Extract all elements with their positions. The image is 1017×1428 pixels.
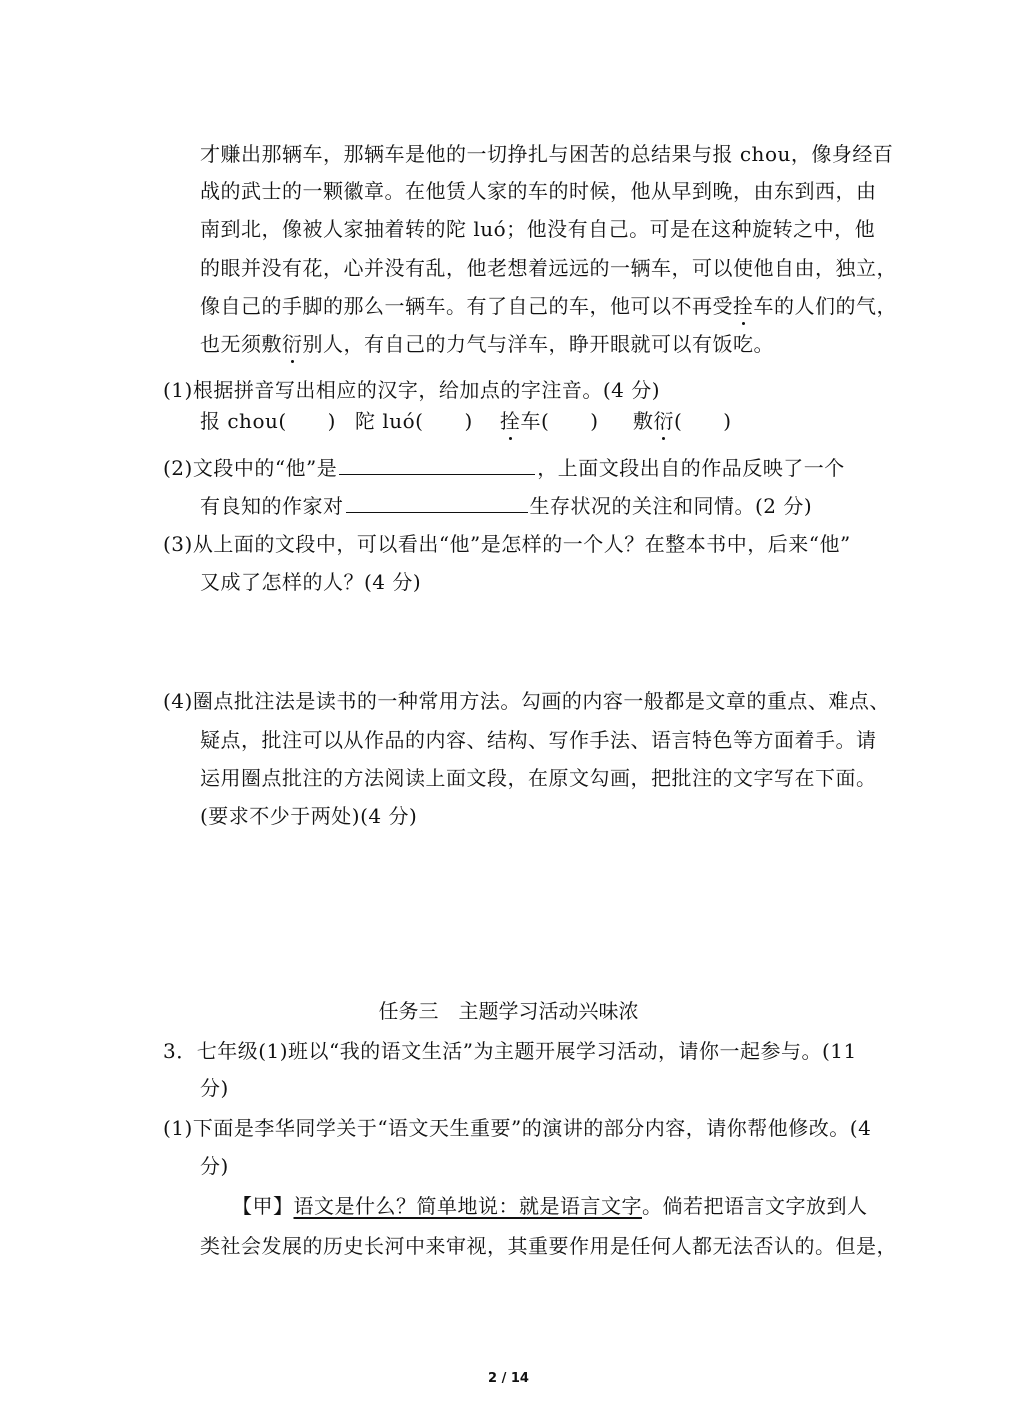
passage-line-6 — [200, 330, 774, 358]
question-2-line-2 — [200, 490, 812, 520]
question-4-line-3: 运用圈点批注的方法阅读上面文段，在原文勾画，把批注的文字写在下面。 — [200, 766, 877, 790]
question-2-a: (2)文段中的“他”是 — [163, 456, 338, 480]
item-bao-chou: 报 chou( ) — [200, 409, 336, 433]
paragraph-jia-line-2: 类社会发展的历史长河中来审视，其重要作用是任何人都无法否认的。但是， — [200, 1234, 897, 1258]
subquestion-1-line-2: 分) — [200, 1154, 229, 1178]
question-4-line-4: (要求不少于两处)(4 分) — [200, 804, 418, 828]
page-number: 2 / 14 — [488, 1371, 529, 1386]
question-main-3-line-1: 3．七年级(1)班以“我的语文生活”为主题开展学习活动，请你一起参与。(11 — [163, 1039, 857, 1063]
dotted-char: 拴 — [500, 409, 521, 433]
question-1: (1)根据拼音写出相应的汉字，给加点的字注音。(4 分) — [163, 378, 661, 402]
passage-line-1: 才赚出那辆车，那辆车是他的一切挣扎与困苦的总结果与报 chou，像身经百 — [200, 142, 894, 166]
question-2-d: 生存状况的关注和同情。(2 分) — [529, 494, 813, 518]
passage-line-6-b: 别人，有自己的力气与洋车，睁开眼就可以有饭吃。 — [302, 332, 774, 356]
jia-rest: 。倘若把语言文字放到人 — [642, 1194, 868, 1218]
answer-blank-1[interactable] — [339, 452, 535, 475]
dotted-char: 衍 — [282, 332, 303, 356]
passage-line-5-a: 像自己的手脚的那么一辆车。有了自己的车，他可以不再受 — [200, 294, 733, 318]
answer-blank-2[interactable] — [346, 490, 528, 513]
question-3-line-1: (3)从上面的文段中，可以看出“他”是怎样的一个人？在整本书中，后来“他” — [163, 532, 851, 556]
question-4-line-1: (4)圈点批注法是读书的一种常用方法。勾画的内容一般都是文章的重点、难点、 — [163, 689, 890, 713]
paragraph-jia-line-1 — [232, 1192, 868, 1220]
question-2-b: ，上面文段出自的作品反映了一个 — [537, 456, 845, 480]
passage-line-6-a: 也无须敷 — [200, 332, 282, 356]
question-3-line-2: 又成了怎样的人？(4 分) — [200, 570, 422, 594]
jia-underlined-sentence: 语文是什么？简单地说：就是语言文字 — [293, 1194, 642, 1218]
item-fu: 敷 — [633, 409, 654, 433]
passage-line-5-b: 车的人们的气， — [753, 294, 897, 318]
passage-line-2: 战的武士的一颗徽章。在他赁人家的车的时候，他从早到晚，由东到西，由 — [200, 179, 877, 203]
subquestion-1-line-1: (1)下面是李华同学关于“语文天生重要”的演讲的部分内容，请你帮他修改。(4 — [163, 1116, 872, 1140]
item-fu-rest: ( ) — [674, 409, 732, 433]
passage-line-4: 的眼并没有花，心并没有乱，他老想着远远的一辆车，可以使他自由，独立， — [200, 256, 897, 280]
jia-label: 【甲】 — [232, 1194, 294, 1218]
item-shuan-che — [500, 407, 599, 435]
question-2-line-1 — [163, 452, 845, 482]
question-4-line-2: 疑点，批注可以从作品的内容、结构、写作手法、语言特色等方面着手。请 — [200, 728, 877, 752]
item-fu-yan — [633, 407, 732, 435]
dotted-char: 衍 — [653, 409, 674, 433]
dotted-char: 拴 — [733, 294, 754, 318]
item-shuan-rest: 车( ) — [520, 409, 599, 433]
item-tuo-luo: 陀 luó( ) — [355, 409, 473, 433]
question-2-c: 有良知的作家对 — [200, 494, 344, 518]
passage-line-3: 南到北，像被人家抽着转的陀 luó；他没有自己。可是在这种旋转之中，他 — [200, 217, 876, 241]
question-main-3-line-2: 分) — [200, 1076, 229, 1100]
task-3-heading: 任务三 主题学习活动兴味浓 — [378, 999, 639, 1023]
passage-line-5 — [200, 292, 897, 320]
